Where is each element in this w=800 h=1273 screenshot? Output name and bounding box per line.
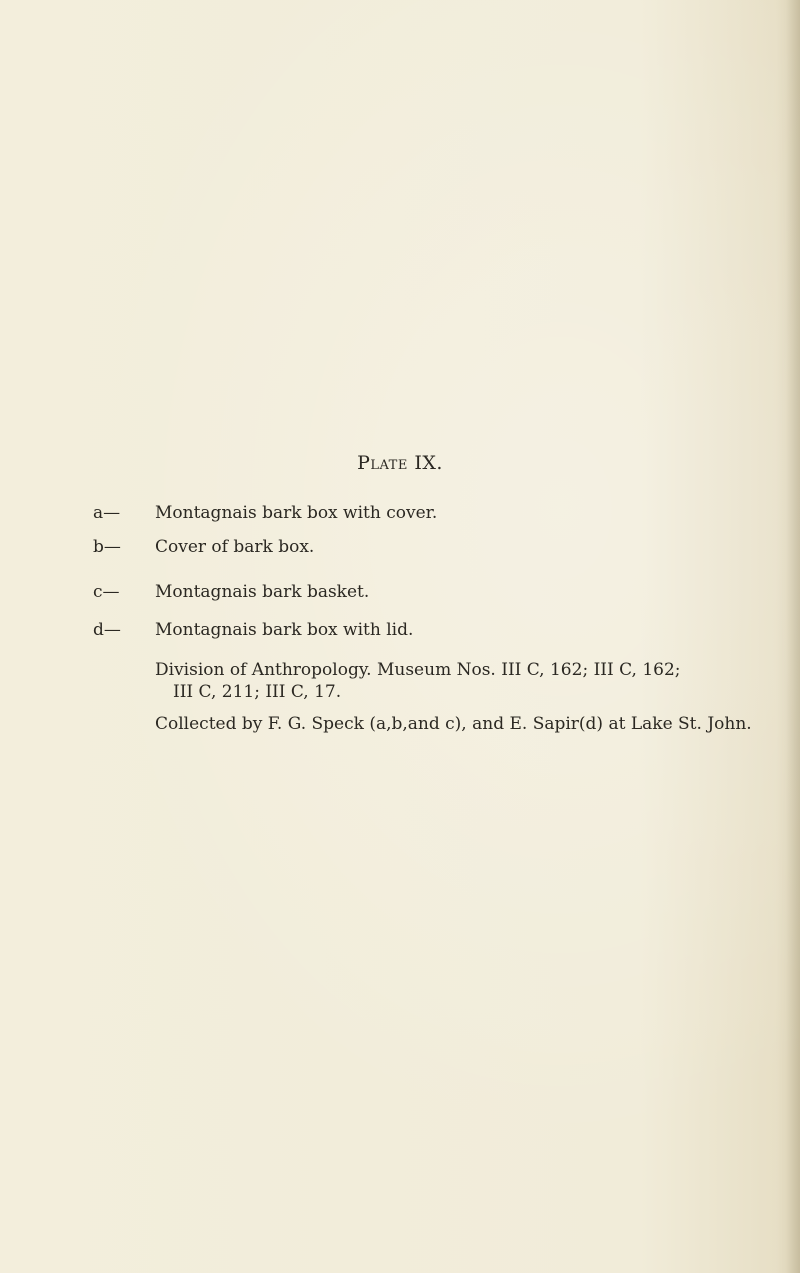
division-note — [155, 659, 785, 703]
caption-letter: a— — [93, 503, 121, 523]
division-line-2: III C, 211; III C, 17. — [173, 682, 342, 702]
plate-title: Plate IX. — [357, 452, 443, 474]
caption-letter: c— — [93, 582, 120, 602]
page-edge-shadow — [786, 0, 800, 1273]
caption-item-a — [93, 503, 437, 523]
caption-item-b — [93, 537, 314, 557]
caption-item-d — [93, 620, 413, 640]
caption-text: Montagnais bark basket. — [155, 582, 370, 602]
collected-note: Collected by F. G. Speck (a,b,and c), and E. Sapir(d) at Lake St. John. — [155, 714, 752, 734]
division-line-1: Division of Anthropology. Museum Nos. III C, 162; III C, 162; — [155, 660, 681, 680]
caption-letter: b— — [93, 537, 121, 557]
caption-text: Cover of bark box. — [155, 537, 315, 557]
caption-text: Montagnais bark box with lid. — [155, 620, 414, 640]
caption-text: Montagnais bark box with cover. — [155, 503, 438, 523]
caption-letter: d— — [93, 620, 121, 640]
caption-item-c — [93, 582, 369, 602]
